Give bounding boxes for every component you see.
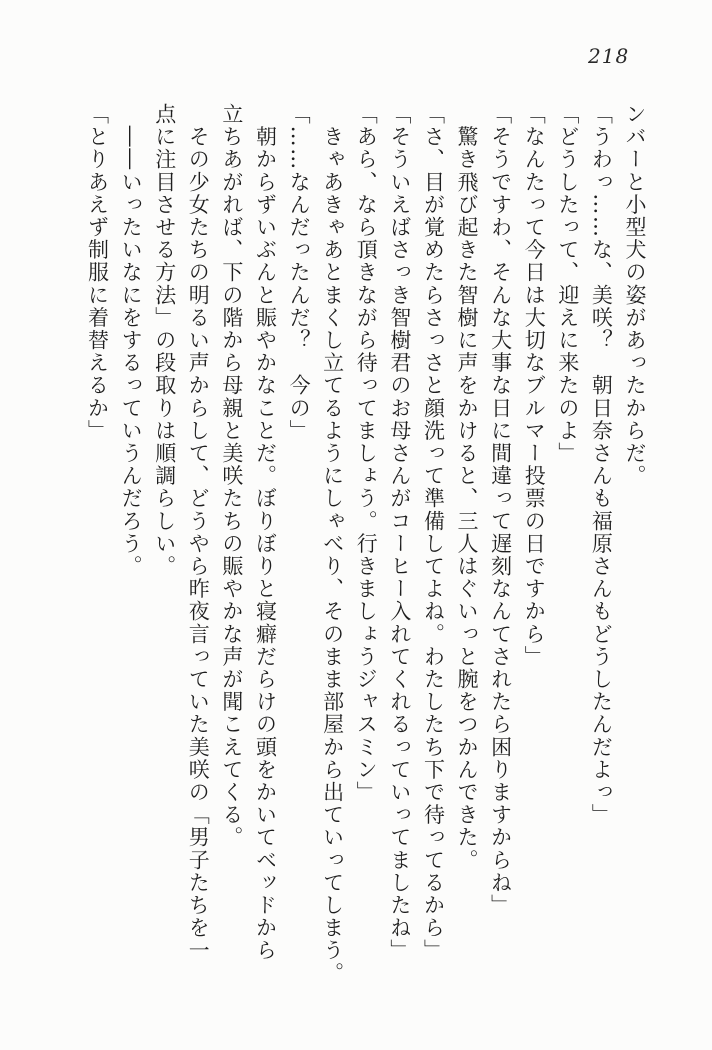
text-line: きゃあきゃあとまくし立てるようにしゃべり、そのまま部屋から出ていってしまう。 [320, 103, 345, 985]
text-line: 「とりあえず制服に着替えるか」 [85, 103, 110, 442]
text-line: 「そうですわ、そんな大事な日に間違って遅刻なんてされたら困りますからね」 [488, 103, 513, 917]
text-line: 「うわっ……な、美咲？ 朝日奈さんも福原さんもどうしたんだよっ」 [589, 103, 614, 827]
text-line: 朝からずいぶんと賑やかなことだ。ぼりぼりと寝癖だらけの頭をかいてベッドから [253, 103, 278, 962]
text-line: ――いったいなにをするっていうんだろう。 [119, 103, 144, 578]
page-number: 218 [588, 44, 630, 68]
text-line: 「さ、目が覚めたらさっさと顔洗って準備してよね。わたしたち下で待ってるから」 [421, 103, 446, 962]
text-line: その少女たちの明るい声からして、どうやら昨夜言っていた美咲の「男子たちを一 [186, 103, 211, 962]
text-line: 「どうしたって、迎えに来たのよ」 [555, 103, 580, 465]
text-line: 「……なんだったんだ？ 今の」 [287, 103, 312, 442]
text-line: 驚き飛び起きた智樹に声をかけると、三人はぐいっと腕をつかんできた。 [455, 103, 480, 872]
text-line: 立ちあがれば、下の階から母親と美咲たちの賑やかな声が聞こえてくる。 [219, 103, 244, 849]
text-line: ンバーと小型犬の姿があったからだ。 [623, 103, 647, 488]
text-block [80, 103, 651, 989]
text-line: 点に注目させる方法」の段取りは順調らしい。 [152, 103, 177, 578]
text-line: 「そういえばさっき智樹君のお母さんがコーヒー入れてくれるっていってましたね」 [387, 103, 412, 962]
text-line: 「なんたって今日は大切なブルマー投票の日ですから」 [522, 103, 547, 668]
text-line: 「あら、なら頂きながら待ってましょう。行きましょうジャスミン」 [354, 103, 379, 804]
